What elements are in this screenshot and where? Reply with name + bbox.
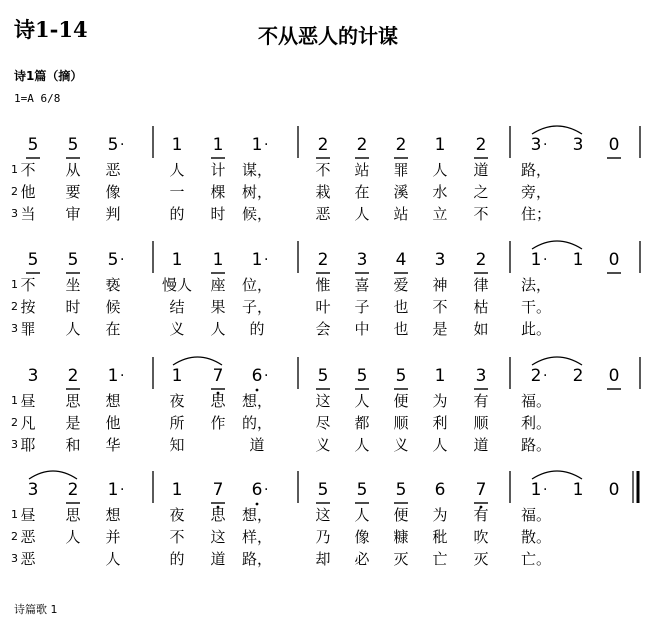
note-digit: 4 — [395, 250, 407, 270]
lyric-char: 乃 — [315, 528, 331, 546]
note-digit: 1 — [251, 250, 263, 270]
lyric-char: 福。 — [520, 392, 551, 410]
lyric-char: 时 — [210, 205, 226, 223]
lyric-char: 都 — [354, 414, 370, 432]
note-digit: 1 — [212, 135, 224, 155]
lyric-char: 却 — [315, 550, 331, 568]
lyric-char: 人 — [354, 392, 370, 410]
lyric-char: 候， — [241, 205, 272, 223]
verse-number: 1 — [11, 278, 18, 291]
lyric-char: 义 — [393, 436, 409, 454]
lyric-char: 恶 — [105, 161, 121, 179]
lyric-char: 人 — [210, 320, 226, 338]
lyric-char: 道 — [210, 550, 226, 568]
lyric-char: 人 — [354, 205, 370, 223]
note-digit: 5 — [356, 480, 368, 500]
lyric-char: 溪 — [393, 183, 409, 201]
lyric-char: 道 — [249, 436, 265, 454]
note-digit: 1 — [530, 250, 542, 270]
lyric-char: 福。 — [520, 506, 551, 524]
lyric-char: 中 — [354, 320, 370, 338]
lyric-char: 也 — [393, 298, 409, 316]
lyric-char: 不 — [20, 161, 36, 179]
lyric-char: 有 — [473, 506, 489, 524]
duration-dot: · — [264, 252, 269, 268]
tie-arc — [532, 126, 582, 134]
note-digit: 5 — [27, 135, 39, 155]
duration-dot: · — [543, 368, 548, 384]
note-digit: 1 — [171, 135, 183, 155]
lyric-char: 夜 — [169, 506, 185, 524]
tie-arc — [173, 357, 222, 365]
note-digit: 5 — [317, 480, 329, 500]
note-digit: 6 — [251, 480, 263, 500]
note-digit: 0 — [608, 480, 620, 500]
lyric-char: 会 — [315, 320, 331, 338]
verse-number: 3 — [11, 552, 18, 565]
lyric-char: 如 — [473, 320, 489, 338]
lyric-char: 吹 — [473, 528, 489, 546]
lyric-char: 枯 — [473, 298, 489, 316]
lyric-char: 坐 — [65, 276, 81, 294]
lyric-char: 糠 — [393, 528, 409, 546]
lyric-char: 人 — [105, 550, 121, 568]
low-octave-dot — [256, 503, 259, 506]
note-digit: 5 — [107, 250, 119, 270]
lyric-char: 不 — [473, 205, 489, 223]
note-digit: 1 — [572, 250, 584, 270]
lyric-char: 亡。 — [520, 550, 551, 568]
lyric-char: 住； — [520, 205, 551, 223]
note-digit: 5 — [27, 250, 39, 270]
note-digit: 2 — [572, 366, 584, 386]
note-digit: 1 — [107, 366, 119, 386]
lyric-char: 的 — [169, 205, 185, 223]
verse-number: 1 — [11, 508, 18, 521]
lyric-char: 不 — [315, 161, 331, 179]
lyric-char: 凡 — [20, 414, 36, 432]
lyric-char: 法， — [520, 276, 551, 294]
lyric-char: 当 — [20, 205, 36, 223]
lyric-char: 思 — [210, 392, 226, 410]
lyric-char: 人 — [432, 161, 448, 179]
note-digit: 1 — [171, 250, 183, 270]
lyric-char: 律 — [473, 276, 489, 294]
lyric-char: 思 — [65, 392, 81, 410]
note-digit: 1 — [171, 366, 183, 386]
note-digit: 2 — [356, 135, 368, 155]
note-digit: 5 — [107, 135, 119, 155]
lyric-char: 路， — [241, 550, 272, 568]
lyric-char: 知 — [169, 436, 185, 454]
note-digit: 1 — [212, 250, 224, 270]
lyric-char: 亡 — [432, 550, 448, 568]
lyric-char: 慢人 — [161, 276, 192, 294]
lyric-char: 喜 — [354, 276, 370, 294]
lyric-char: 子 — [354, 298, 370, 316]
lyric-char: 道 — [473, 161, 489, 179]
lyric-char: 灭 — [393, 550, 409, 568]
lyric-char: 水 — [432, 183, 448, 201]
lyric-char: 想， — [241, 506, 272, 524]
lyric-char: 一 — [169, 183, 185, 201]
lyric-char: 想 — [105, 392, 121, 410]
lyric-char: 站 — [354, 161, 370, 179]
lyric-char: 便 — [393, 392, 409, 410]
lyric-char: 耶 — [20, 436, 36, 454]
lyric-char: 叶 — [315, 298, 331, 316]
lyric-char: 义 — [315, 436, 331, 454]
note-digit: 2 — [475, 135, 487, 155]
lyric-char: 夜 — [169, 392, 185, 410]
lyric-char: 所 — [169, 414, 185, 432]
verse-number: 2 — [11, 530, 18, 543]
note-digit: 7 — [212, 480, 224, 500]
lyric-char: 恶 — [20, 528, 36, 546]
lyric-char: 座 — [210, 276, 226, 294]
note-digit: 6 — [434, 480, 446, 500]
duration-dot: · — [120, 368, 125, 384]
duration-dot: · — [543, 137, 548, 153]
verse-number: 2 — [11, 416, 18, 429]
note-digit: 1 — [107, 480, 119, 500]
tie-arc — [532, 241, 582, 249]
lyric-char: 这 — [210, 528, 226, 546]
lyric-char: 华 — [105, 436, 121, 454]
lyric-char: 树， — [241, 183, 272, 201]
lyric-char: 计 — [210, 161, 226, 179]
lyric-char: 的 — [249, 320, 265, 338]
footer-label: 诗篇歌 1 — [14, 603, 58, 616]
lyric-char: 之 — [473, 183, 489, 201]
note-digit: 5 — [317, 366, 329, 386]
note-digit: 2 — [67, 480, 79, 500]
lyric-char: 罪 — [20, 320, 36, 338]
low-octave-dot — [256, 389, 259, 392]
song-number: 诗1-14 — [14, 17, 88, 42]
duration-dot: · — [264, 368, 269, 384]
lyric-char: 站 — [393, 205, 409, 223]
note-digit: 3 — [434, 250, 446, 270]
lyric-char: 人 — [65, 528, 81, 546]
lyric-char: 不 — [432, 298, 448, 316]
verse-number: 3 — [11, 322, 18, 335]
lyric-char: 思 — [210, 506, 226, 524]
lyric-char: 道 — [473, 436, 489, 454]
lyric-char: 人 — [354, 436, 370, 454]
lyric-char: 灭 — [473, 550, 489, 568]
lyric-char: 和 — [65, 436, 81, 454]
note-digit: 2 — [317, 250, 329, 270]
note-digit: 6 — [251, 366, 263, 386]
song-title: 不从恶人的计谋 — [258, 24, 398, 48]
lyric-char: 为 — [432, 392, 448, 410]
lyric-char: 候 — [105, 298, 121, 316]
note-digit: 0 — [608, 250, 620, 270]
lyric-char: 他 — [105, 414, 121, 432]
note-digit: 2 — [530, 366, 542, 386]
note-digit: 3 — [356, 250, 368, 270]
lyric-char: 并 — [105, 528, 121, 546]
lyric-char: 散。 — [520, 528, 551, 546]
note-digit: 2 — [317, 135, 329, 155]
lyric-char: 爱 — [393, 276, 409, 294]
note-digit: 1 — [434, 366, 446, 386]
note-digit: 3 — [530, 135, 542, 155]
note-digit: 2 — [395, 135, 407, 155]
lyric-char: 要 — [65, 183, 81, 201]
duration-dot: · — [120, 252, 125, 268]
lyric-char: 时 — [65, 298, 81, 316]
lyric-char: 有 — [473, 392, 489, 410]
lyric-char: 顺 — [473, 414, 489, 432]
lyric-char: 是 — [65, 414, 81, 432]
lyric-char: 路， — [520, 161, 551, 179]
lyric-char: 立 — [432, 205, 448, 223]
lyric-char: 的 — [169, 550, 185, 568]
lyric-char: 子， — [241, 298, 272, 316]
note-digit: 5 — [67, 135, 79, 155]
note-digit: 1 — [171, 480, 183, 500]
note-digit: 5 — [356, 366, 368, 386]
lyric-char: 在 — [105, 320, 121, 338]
duration-dot: · — [264, 482, 269, 498]
lyric-char: 人 — [169, 161, 185, 179]
lyric-char: 恶 — [315, 205, 331, 223]
duration-dot: · — [543, 252, 548, 268]
lyric-char: 干。 — [520, 298, 551, 316]
key-signature: 1=A 6/8 — [14, 92, 61, 105]
tie-arc — [532, 471, 582, 479]
lyric-char: 从 — [65, 161, 81, 179]
lyric-char: 像 — [354, 528, 370, 546]
lyric-char: 结 — [169, 298, 185, 316]
lyric-char: 罪 — [393, 161, 409, 179]
lyric-char: 不 — [169, 528, 185, 546]
lyric-char: 便 — [393, 506, 409, 524]
verse-number: 1 — [11, 394, 18, 407]
lyric-char: 棵 — [210, 183, 226, 201]
lyric-char: 昼 — [20, 392, 36, 410]
note-digit: 5 — [395, 366, 407, 386]
note-digit: 3 — [27, 480, 39, 500]
lyric-char: 的， — [241, 414, 272, 432]
lyric-char: 按 — [20, 298, 36, 316]
lyric-char: 神 — [432, 276, 448, 294]
lyric-char: 这 — [315, 506, 331, 524]
lyric-char: 想 — [105, 506, 121, 524]
lyric-char: 不 — [20, 276, 36, 294]
duration-dot: · — [120, 137, 125, 153]
lyric-char: 人 — [432, 436, 448, 454]
note-digit: 2 — [67, 366, 79, 386]
note-digit: 3 — [572, 135, 584, 155]
lyric-char: 思 — [65, 506, 81, 524]
lyric-char: 昼 — [20, 506, 36, 524]
note-digit: 7 — [212, 366, 224, 386]
lyric-char: 判 — [105, 205, 121, 223]
lyric-char: 顺 — [393, 414, 409, 432]
lyric-char: 惟 — [315, 276, 331, 294]
lyric-char: 在 — [354, 183, 370, 201]
note-digit: 1 — [572, 480, 584, 500]
note-digit: 0 — [608, 366, 620, 386]
lyric-char: 此。 — [520, 320, 551, 338]
lyric-char: 秕 — [432, 528, 448, 546]
verse-number: 2 — [11, 185, 18, 198]
lyric-char: 他 — [20, 183, 36, 201]
song-source: 诗1篇（摘） — [14, 69, 83, 83]
lyric-char: 为 — [432, 506, 448, 524]
lyric-char: 必 — [354, 550, 370, 568]
note-digit: 1 — [434, 135, 446, 155]
note-digit: 2 — [475, 250, 487, 270]
lyric-char: 想， — [241, 392, 272, 410]
lyric-char: 是 — [432, 320, 448, 338]
lyric-char: 尽 — [315, 414, 331, 432]
lyric-char: 旁， — [520, 183, 551, 201]
verse-number: 3 — [11, 438, 18, 451]
tie-arc — [532, 357, 582, 365]
note-digit: 1 — [530, 480, 542, 500]
note-digit: 0 — [608, 135, 620, 155]
lyric-char: 路。 — [520, 436, 551, 454]
duration-dot: · — [264, 137, 269, 153]
lyric-char: 果 — [210, 298, 226, 316]
lyric-char: 位， — [241, 276, 272, 294]
lyric-char: 人 — [65, 320, 81, 338]
lyric-char: 栽 — [315, 183, 331, 201]
verse-number: 2 — [11, 300, 18, 313]
note-digit: 3 — [27, 366, 39, 386]
lyric-char: 利 — [432, 414, 448, 432]
note-digit: 5 — [395, 480, 407, 500]
lyric-char: 恶 — [20, 550, 36, 568]
lyric-char: 这 — [315, 392, 331, 410]
note-digit: 5 — [67, 250, 79, 270]
lyric-char: 谋， — [241, 161, 272, 179]
lyric-char: 义 — [169, 320, 185, 338]
verse-number: 1 — [11, 163, 18, 176]
note-digit: 3 — [475, 366, 487, 386]
lyric-char: 审 — [65, 205, 81, 223]
lyric-char: 像 — [105, 183, 121, 201]
lyric-char: 人 — [354, 506, 370, 524]
lyric-char: 亵 — [105, 276, 121, 294]
verse-number: 3 — [11, 207, 18, 220]
duration-dot: · — [543, 482, 548, 498]
lyric-char: 也 — [393, 320, 409, 338]
lyric-char: 利。 — [520, 414, 551, 432]
note-digit: 1 — [251, 135, 263, 155]
lyric-char: 作 — [210, 414, 226, 432]
duration-dot: · — [120, 482, 125, 498]
note-digit: 7 — [475, 480, 487, 500]
lyric-char: 样， — [241, 528, 272, 546]
tie-arc — [29, 471, 77, 479]
